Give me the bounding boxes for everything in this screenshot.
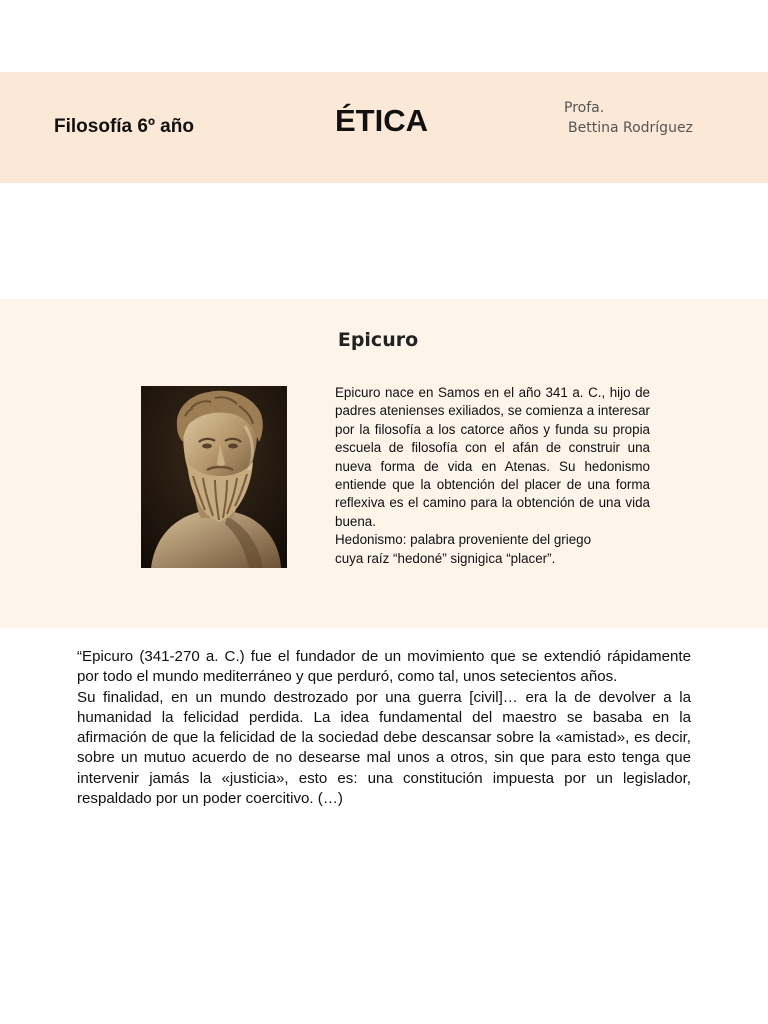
hedonism-note-line-1: Hedonismo: palabra proveniente del griego (335, 532, 592, 548)
hedonism-note-line-2: cuya raíz “hedoné” signigica “placer”. (335, 550, 556, 566)
epicurus-bust-image (141, 386, 287, 568)
bio-paragraph: Epicuro nace en Samos en el año 341 a. C., hijo de padres atenienses exiliados, se comienza a interesar por la filosofía a los catorce años y funda su propia escuela de filosofía con el afán de construir una nueva forma de vida en Atenas. Su hedonismo entiende que la obtención del placer de una forma reflexiva es el camino para la obtención de una vida buena. (335, 385, 650, 529)
teacher-block (564, 98, 693, 138)
quote-paragraph-1: “Epicuro (341-270 a. C.) fue el fundador de un movimiento que se extendió rápidamente por todo el mundo mediterráneo y que perduró, como tal, unos setecientos años. (77, 648, 691, 686)
subject-title: ÉTICA (335, 103, 428, 138)
quote-block (77, 647, 691, 809)
course-title: Filosofía 6º año (54, 116, 194, 137)
bio-title: Epicuro (337, 329, 419, 351)
teacher-role: Profa. (564, 100, 605, 116)
teacher-name: Bettina Rodríguez (568, 120, 693, 136)
bio-text (335, 384, 650, 568)
quote-paragraph-2: Su finalidad, en un mundo destrozado por una guerra [civil]… era la de devolver a la humanidad la felicidad perdida. La idea fundamental del maestro se basaba en la afirmación de que la felicidad de la sociedad debe descansar sobre la «amistad», es decir, sobre un mutuo acuerdo de no desearse mal unos a otros, sin que para esto tenga que intervenir jamás la «justicia», esto es: una constitución impuesta por un legislador, respaldado por un poder coercitivo. (…) (77, 688, 691, 808)
